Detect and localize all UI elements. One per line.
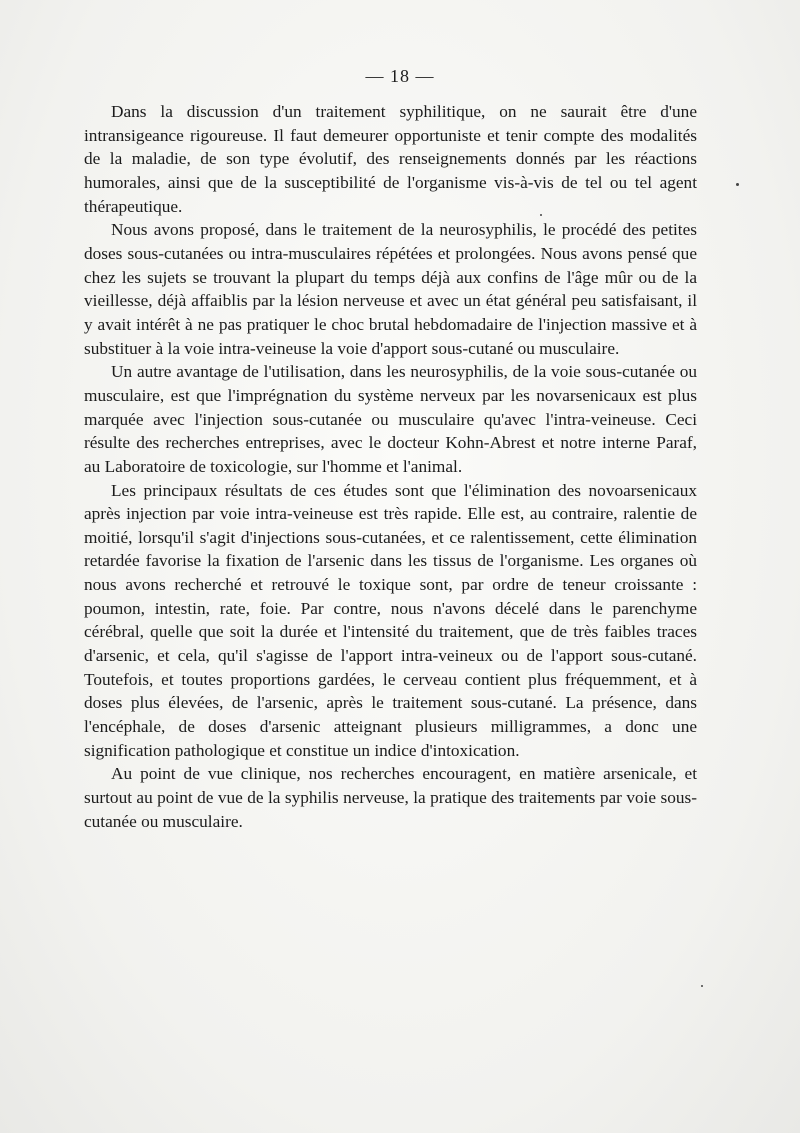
paragraph-5: Au point de vue clinique, nos recherches encouragent, en matière arsenicale, et surtout au point de vue de la syphilis nerveuse, la pratique des traitements par voie sous-cutanée ou musculaire. xyxy=(84,764,697,831)
ink-speck xyxy=(540,214,542,216)
paragraph-1: Dans la discussion d'un traitement syphilitique, on ne saurait être d'une intransigeance rigoureuse. Il faut demeurer opportuniste et tenir compte des modalités de la maladie, de son type évolutif, des renseignements donnés par les réactions humorales, ainsi que de la susceptibilité de l'organisme vis-à-vis de tel ou tel agent thérapeutique. xyxy=(84,102,697,216)
ink-speck xyxy=(701,985,703,987)
paragraph-3: Un autre avantage de l'utilisation, dans les neurosyphilis, de la voie sous-cutanée ou musculaire, est que l'imprégnation du système nerveux par les novarsenicaux est plus marquée avec l'injection sous-cutanée ou musculaire qu'avec l'intra-veineuse. Ceci résulte des recherches entreprises, avec le docteur Kohn-Abrest et notre interne Paraf, au Laboratoire de toxicologie, sur l'homme et l'animal. xyxy=(84,362,697,476)
page-number: — 18 — xyxy=(365,66,435,86)
paragraph-4: Les principaux résultats de ces études sont que l'élimination des novoarsenicaux après injection par voie intra-veineuse est très rapide. Elle est, au contraire, ralentie de moitié, lorsqu'il s'agit d'injections sous-cutanées, et ce ralentissement, cette élimination retardée favorise la fixation de l'arsenic dans les tissus de l'organisme. Les organes où nous avons recherché et retrouvé le toxique sont, par ordre de teneur croissante : poumon, intestin, rate, foie. Par contre, nous n'avons décelé dans le parenchyme cérébral, quelle que soit la durée et l'intensité du traitement, que de très faibles traces d'arsenic, et cela, qu'il s'agisse de l'apport intra-veineux ou de l'apport sous-cutané. Toutefois, et toutes proportions gardées, le cerveau contient plus fréquemment, et à doses plus élevées, de l'arsenic, après le traitement sous-cutané. La présence, dans l'encéphale, de doses d'arsenic atteignant plusieurs milligrammes, a donc une signification pathologique et constitue un indice d'intoxication. xyxy=(84,480,697,760)
paragraph-2: Nous avons proposé, dans le traitement de la neurosyphilis, le procédé des petites doses sous-cutanées ou intra-musculaires répétées et prolongées. Nous avons pensé que chez les sujets se trouvant la plupart du temps déjà aux confins de l'âge mûr ou de la vieillesse, déjà affaiblis par la lésion nerveuse et avec un état général peu satisfaisant, il y avait intérêt à ne pas pratiquer le choc brutal hebdomadaire de l'injection massive et à substituer à la voie intra-veineuse la voie d'apport sous-cutané ou musculaire. xyxy=(84,220,697,358)
body-text xyxy=(84,100,697,833)
ink-speck xyxy=(736,183,739,186)
